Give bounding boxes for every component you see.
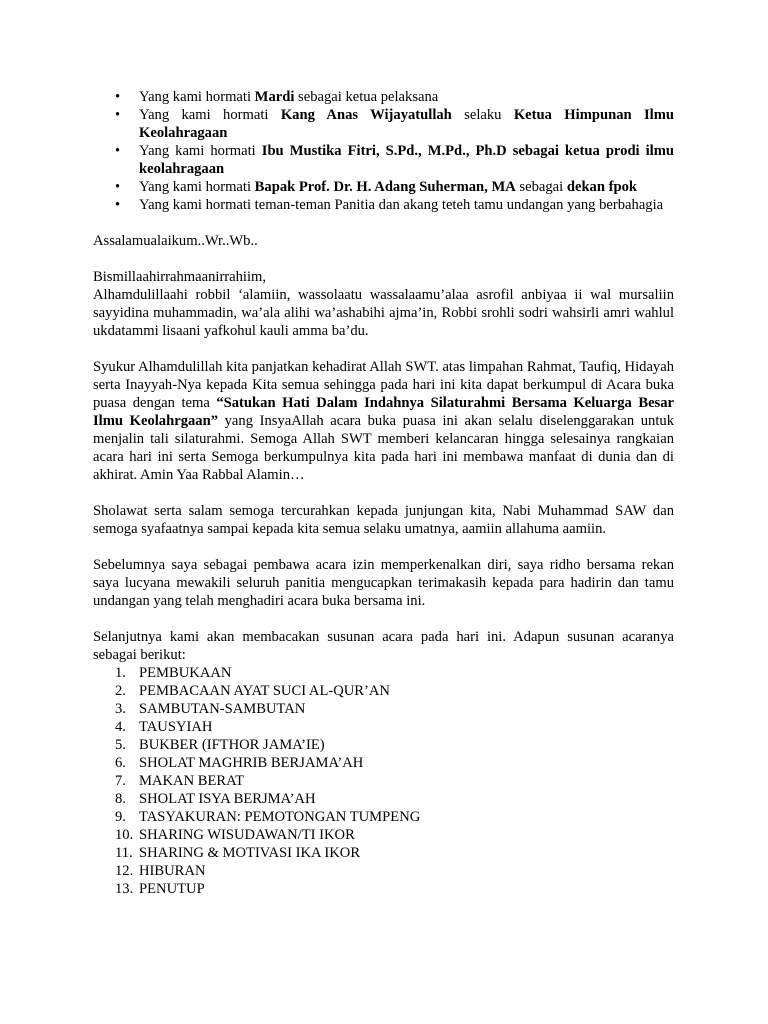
- agenda-intro: Selanjutnya kami akan membacakan susunan acara pada hari ini. Adapun susunan acaranya sebagai berikut:: [93, 629, 674, 663]
- greeting-item: • Yang kami hormati Kang Anas Wijayatullah selaku Ketua Himpunan Ilmu Keolahragaan: [93, 106, 674, 142]
- syukur-paragraph: Syukur Alhamdulillah kita panjatkan kehadirat Allah SWT. atas limpahan Rahmat, Taufiq, Hidayah serta Inayyah-Nya kepada Kita semua sehingga pada hari ini kita dapat berkumpul di Acara buka puasa dengan tema “Satukan Hati Dalam Indahnya Silaturahmi Bersama Keluarga Besar Ilmu Keolahrgaan” yang InsyaAllah acara buka puasa ini akan selalu diselenggarakan untuk menjalin tali silaturahmi. Semoga Allah SWT memberi kelancaran hingga selesainya rangkaian acara hari ini serta Semoga berkumpulnya kita pada hari ini membawa manfaat di dunia dan di akhirat. Amin Yaa Rabbal Alamin…: [93, 359, 674, 483]
- agenda-item: 8. SHOLAT ISYA BERJMA’AH: [115, 791, 316, 807]
- agenda-item: 12. HIBURAN: [115, 863, 206, 879]
- greeting-item: • Yang kami hormati Ibu Mustika Fitri, S.Pd., M.Pd., Ph.D sebagai ketua prodi ilmu keolahragaan: [93, 142, 674, 178]
- document-page: [93, 88, 674, 898]
- hamdalah-paragraph: Alhamdulillaahi robbil ‘alamiin, wassolaatu wassalaamu’alaa asrofil anbiyaa ii wal mursaliin sayyidina muhammadin, wa’ala alihi wa’ashabihi ajma’in, Robbi srohli sodri wahsirli amri wahlul ukdatammi lisaani yafkohul kauli amma ba’du.: [93, 287, 674, 339]
- event-theme: “Satukan Hati Dalam Indahnya Silaturahmi Bersama Keluarga Besar Ilmu Keolahrgaan”: [93, 395, 674, 429]
- bismillah-line: Bismillaahirrahmaanirrahiim,: [93, 269, 267, 285]
- agenda-item: 6. SHOLAT MAGHRIB BERJAMA’AH: [115, 755, 364, 771]
- agenda-item: 11. SHARING & MOTIVASI IKA IKOR: [115, 845, 361, 861]
- agenda-item: 9. TASYAKURAN: PEMOTONGAN TUMPENG: [115, 809, 421, 825]
- agenda-item: 7. MAKAN BERAT: [115, 773, 244, 789]
- intro-paragraph: Sebelumnya saya sebagai pembawa acara izin memperkenalkan diri, saya ridho bersama rekan saya lucyana mewakili seluruh panitia mengucapkan terimakasih kepada para hadirin dan tamu undangan yang telah menghadiri acara buka bersama ini.: [93, 557, 674, 609]
- greeting-item: • Yang kami hormati Bapak Prof. Dr. H. Adang Suherman, MA sebagai dekan fpok: [93, 178, 674, 196]
- agenda-item: 1. PEMBUKAAN: [115, 665, 232, 681]
- agenda-item: 5. BUKBER (IFTHOR JAMA’IE): [115, 737, 325, 753]
- agenda-item: 10. SHARING WISUDAWAN/TI IKOR: [115, 827, 355, 843]
- sholawat-paragraph: Sholawat serta salam semoga tercurahkan kepada junjungan kita, Nabi Muhammad SAW dan semoga syafaatnya sampai kepada kita semua selaku umatnya, aamiin allahuma aamiin.: [93, 503, 674, 537]
- greeting-item: • Yang kami hormati teman-teman Panitia dan akang teteh tamu undangan yang berbahagia: [93, 196, 674, 214]
- agenda-list: [93, 664, 674, 898]
- agenda-item: 13. PENUTUP: [115, 881, 205, 897]
- agenda-item: 4. TAUSYIAH: [115, 719, 213, 735]
- agenda-item: 3. SAMBUTAN-SAMBUTAN: [115, 701, 306, 717]
- greeting-item: • Yang kami hormati Mardi sebagai ketua pelaksana: [93, 88, 674, 106]
- salam-paragraph: Assalamualaikum..Wr..Wb..: [93, 233, 258, 249]
- greetings-list: [93, 88, 674, 214]
- agenda-item: 2. PEMBACAAN AYAT SUCI AL-QUR’AN: [115, 683, 390, 699]
